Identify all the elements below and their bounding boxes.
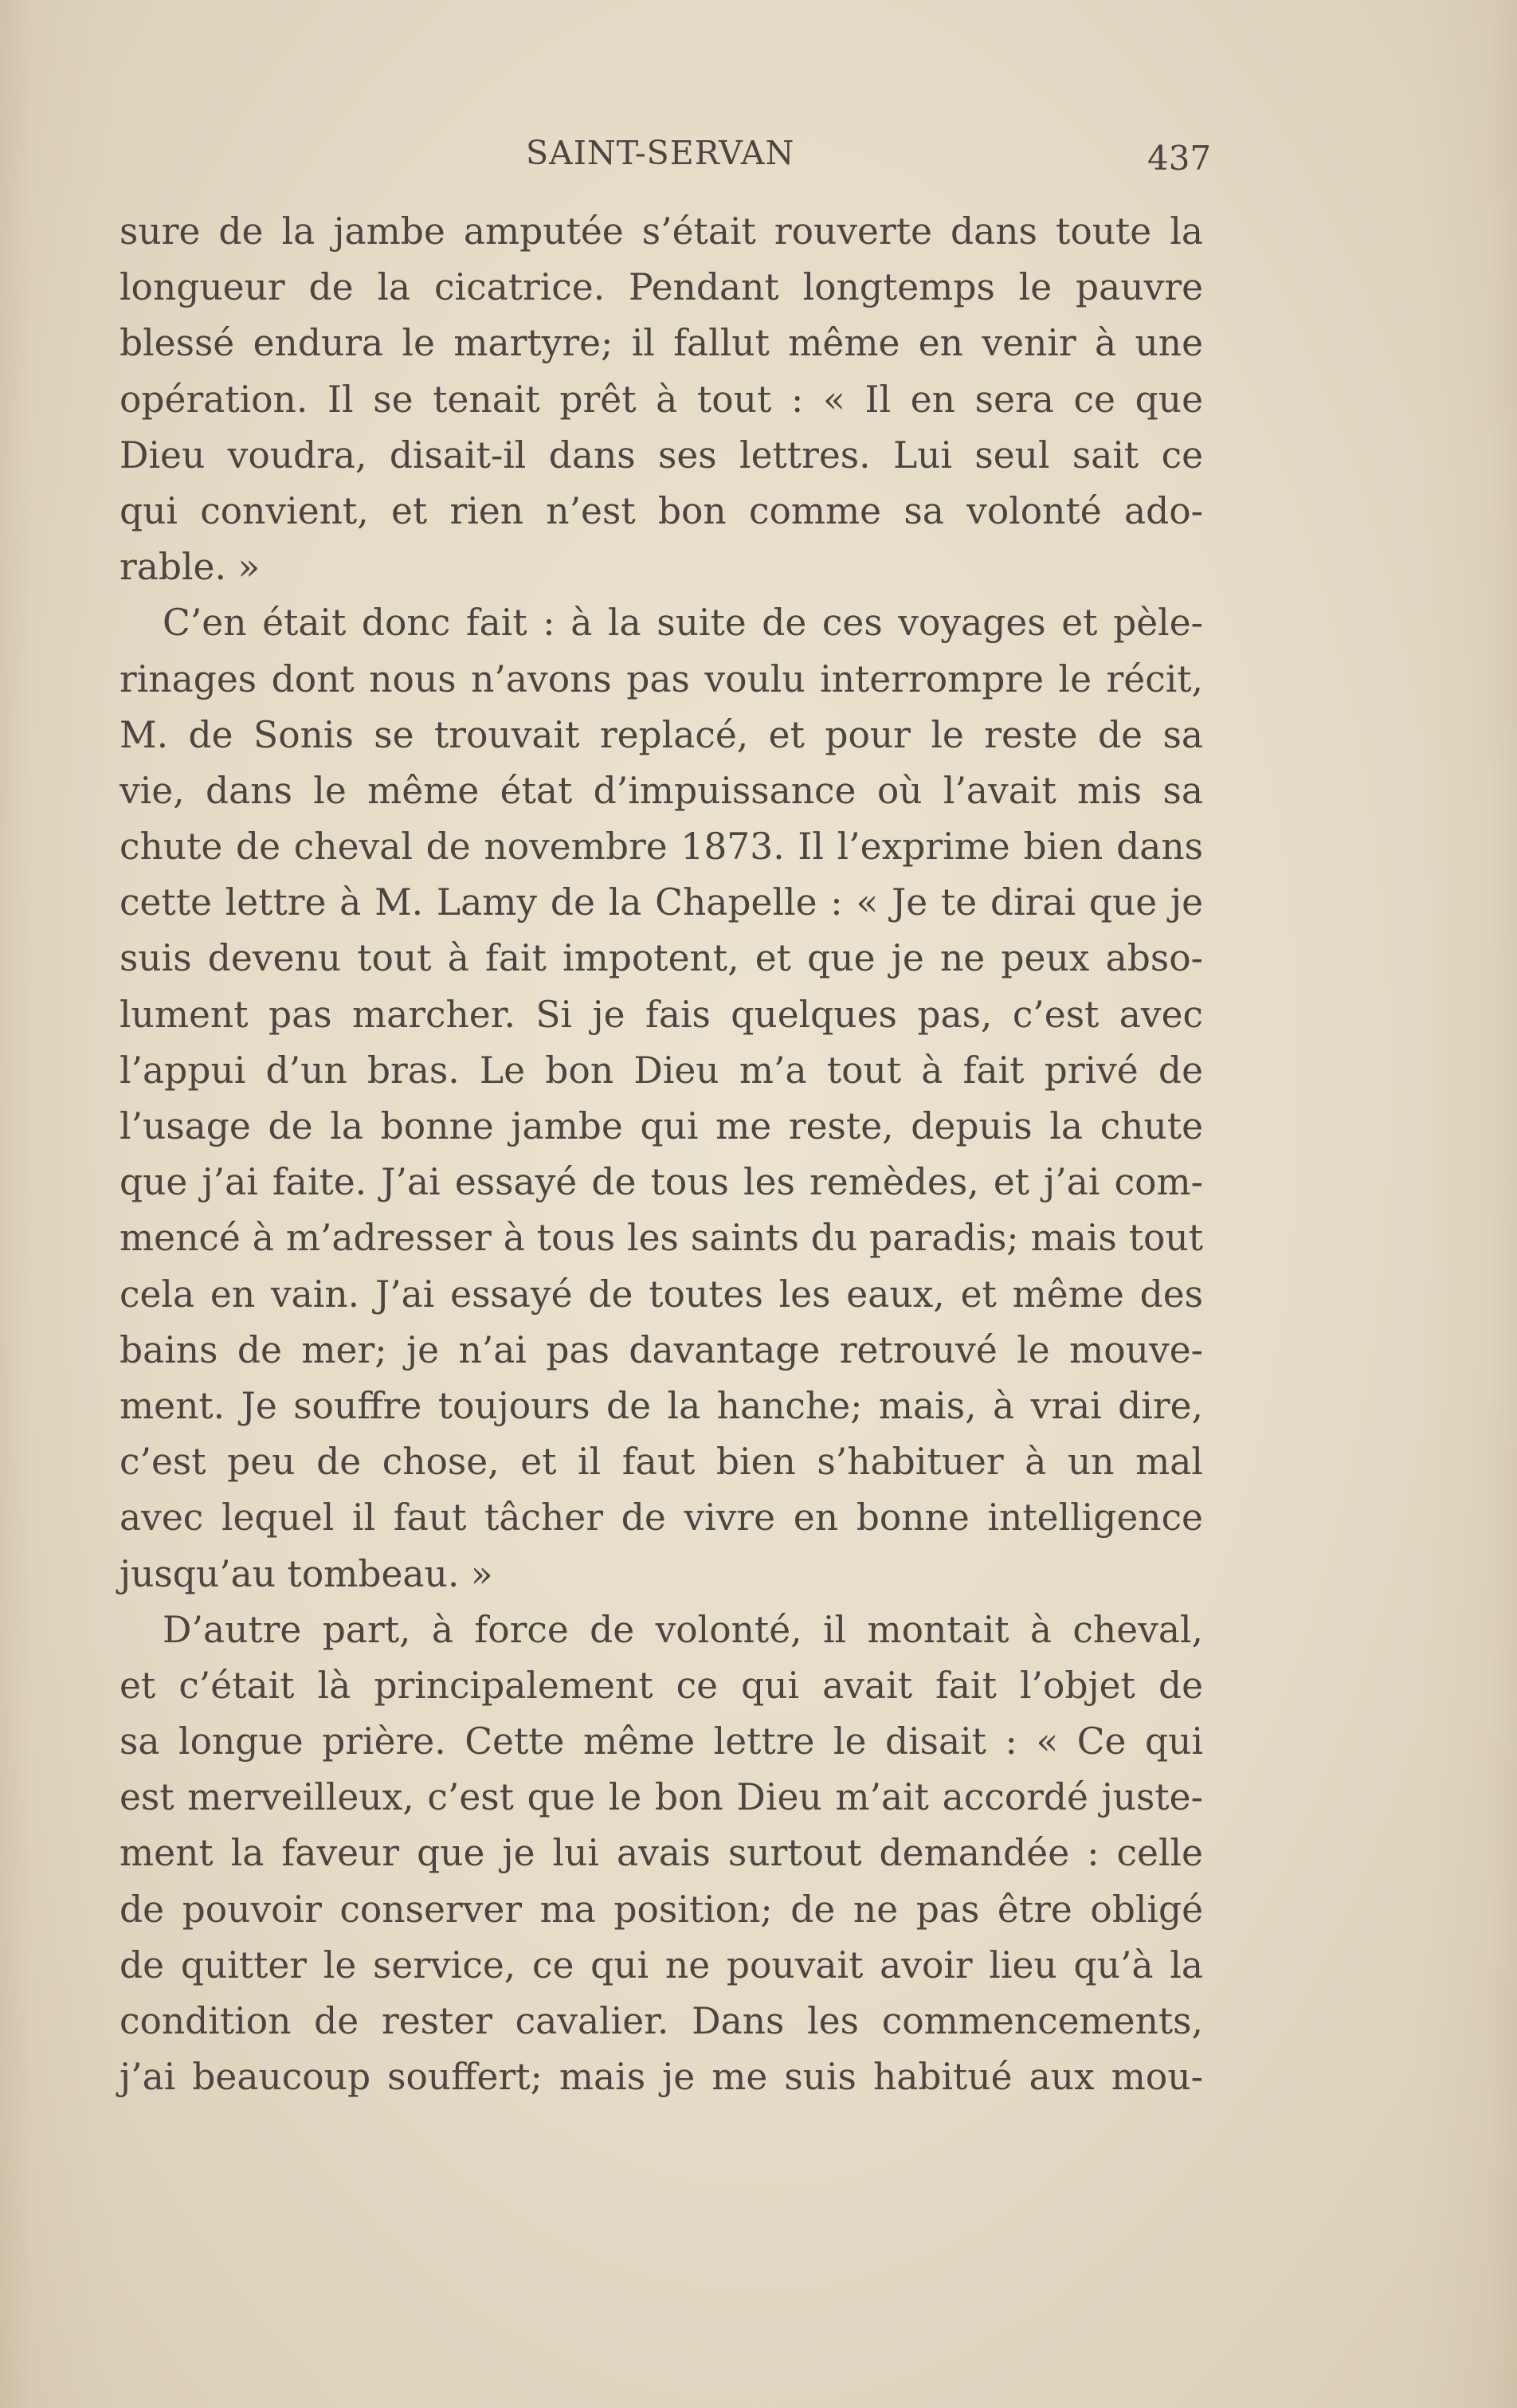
text-line: cela en vain. J’ai essayé de toutes les eaux, et même des [120,1273,1203,1316]
text-line: avec lequel il faut tâcher de vivre en bonne intelligence [120,1496,1203,1539]
text-line: condition de rester cavalier. Dans les commencements, [120,2000,1203,2042]
text-line: M. de Sonis se trouvait replacé, et pour le reste de sa [120,713,1203,756]
text-line: jusqu’au tombeau. » [120,1552,493,1595]
text-line: rable. » [120,546,261,589]
text-line: et c’était là principalement ce qui avait fait l’objet de [120,1664,1203,1707]
text-line: mencé à m’adresser à tous les saints du paradis; mais tout [120,1217,1203,1260]
body-text [120,204,1203,2105]
text-line: lument pas marcher. Si je fais quelques pas, c’est avec [120,993,1203,1036]
text-line: ment la faveur que je lui avais surtout demandée : celle [120,1832,1203,1875]
running-title: SAINT-SERVAN [526,134,795,172]
paragraph-start-line: C’en était donc fait : à la suite de ces voyages et pèle- [163,602,1203,645]
text-line: de quitter le service, ce qui ne pouvait avoir lieu qu’à la [120,1943,1203,1986]
text-line: rinages dont nous n’avons pas voulu interrompre le récit, [120,657,1203,700]
text-line: bains de mer; je n’ai pas davantage retrouvé le mouve- [120,1328,1203,1371]
page-number: 437 [1147,139,1212,178]
text-line: l’usage de la bonne jambe qui me reste, depuis la chute [120,1105,1203,1147]
text-line: de pouvoir conserver ma position; de ne pas être obligé [120,1888,1203,1931]
text-line: qui convient, et rien n’est bon comme sa volonté ado- [120,489,1203,532]
paragraph-start-line: D’autre part, à force de volonté, il montait à cheval, [163,1608,1203,1651]
text-line: l’appui d’un bras. Le bon Dieu m’a tout à fait privé de [120,1049,1203,1092]
text-line: chute de cheval de novembre 1873. Il l’exprime bien dans [120,826,1203,869]
text-line: cette lettre à M. Lamy de la Chapelle : « Je te dirai que je [120,881,1203,924]
text-line: suis devenu tout à fait impotent, et que je ne peux abso- [120,937,1203,980]
text-line: vie, dans le même état d’impuissance où l’avait mis sa [120,769,1203,812]
text-line: ment. Je souffre toujours de la hanche; mais, à vrai dire, [120,1384,1203,1427]
text-line: est merveilleux, c’est que le bon Dieu m’ait accordé juste- [120,1776,1203,1819]
text-line: sure de la jambe amputée s’était rouverte dans toute la [120,210,1203,253]
text-line: opération. Il se tenait prêt à tout : « Il en sera ce que [120,378,1203,421]
text-line: j’ai beaucoup souffert; mais je me suis habitué aux mou- [120,2056,1203,2099]
running-head [120,134,1212,178]
text-line: longueur de la cicatrice. Pendant longtemps le pauvre [120,266,1203,309]
text-line: sa longue prière. Cette même lettre le disait : « Ce qui [120,1720,1203,1763]
text-line: blessé endura le martyre; il fallut même en venir à une [120,322,1203,365]
text-line: Dieu voudra, disait-il dans ses lettres. Lui seul sait ce [120,433,1203,477]
text-line: que j’ai faite. J’ai essayé de tous les remèdes, et j’ai com- [120,1161,1203,1204]
text-line: c’est peu de chose, et il faut bien s’habituer à un mal [120,1441,1203,1484]
